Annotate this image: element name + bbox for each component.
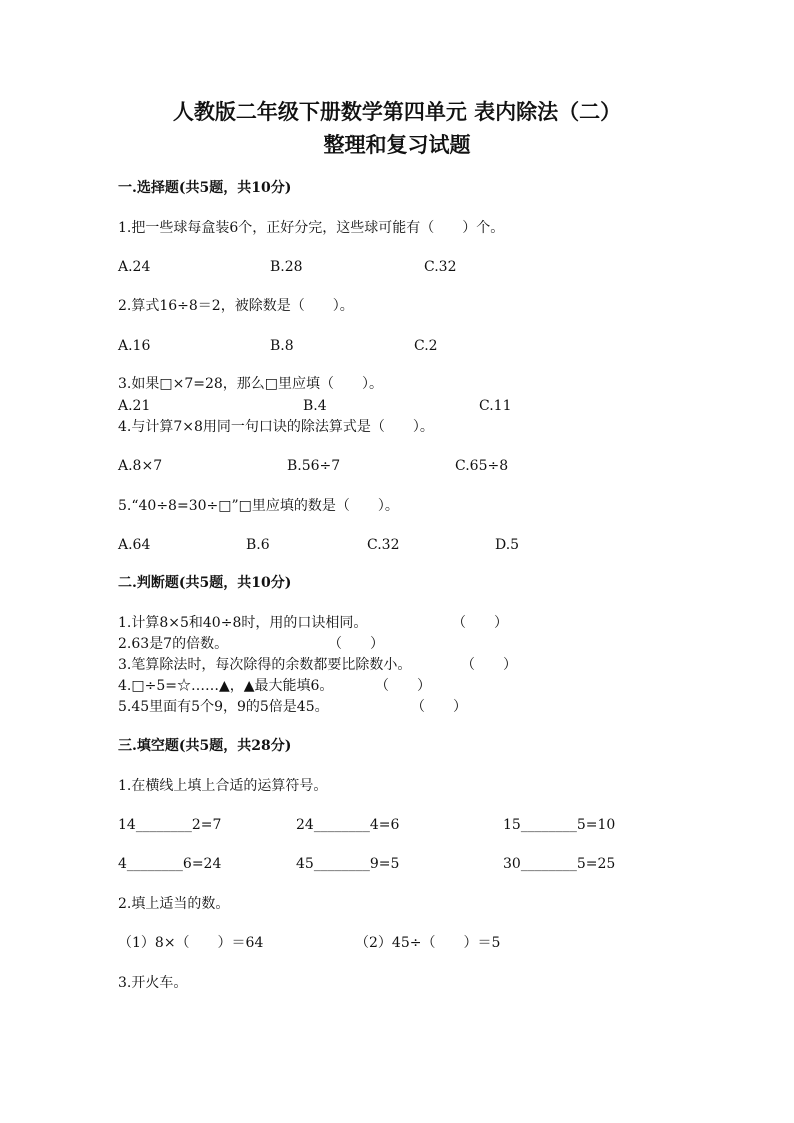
answer-blank: （ ）	[375, 678, 431, 694]
option-b: B.6	[246, 537, 270, 553]
option-b: B.4	[303, 398, 327, 414]
question-text: 2.填上适当的数。	[118, 896, 230, 912]
fill-part-1: （1）8×（ ）＝64	[118, 935, 264, 951]
fill-expression: 14________2=7	[118, 817, 222, 833]
fill-expression: 45________9=5	[296, 856, 400, 872]
judgement-item: 4.□÷5=☆……▲，▲最大能填6。	[118, 678, 334, 694]
page-subtitle: 整理和复习试题	[323, 132, 471, 157]
fill-part-2: （2）45÷（ ）＝5	[355, 935, 501, 951]
option-b: B.8	[270, 338, 294, 354]
answer-blank: （ ）	[452, 615, 508, 631]
fill-expression: 30________5=25	[503, 856, 616, 872]
fill-expression: 24________4=6	[296, 817, 400, 833]
option-a: A.8×7	[118, 458, 163, 474]
question-text: 1.把一些球每盒装6个，正好分完，这些球可能有（ ）个。	[118, 220, 505, 236]
option-a: A.21	[118, 398, 151, 414]
option-a: A.16	[118, 338, 151, 354]
answer-blank: （ ）	[461, 657, 517, 673]
judgement-item: 3.笔算除法时，每次除得的余数都要比除数小。	[118, 657, 412, 673]
option-c: C.65÷8	[455, 458, 509, 474]
section-heading-choice: 一.选择题(共5题，共10分)	[118, 180, 292, 196]
option-d: D.5	[495, 537, 520, 553]
option-c: C.32	[424, 259, 457, 275]
question-text: 2.算式16÷8＝2，被除数是（ ）。	[118, 298, 354, 314]
option-b: B.28	[270, 259, 303, 275]
judgement-item: 5.45里面有5个9，9的5倍是45。	[118, 699, 329, 715]
question-text: 5.“40÷8=30÷□”□里应填的数是（ ）。	[118, 498, 399, 514]
question-text: 3.如果□×7=28，那么□里应填（ ）。	[118, 376, 383, 392]
answer-blank: （ ）	[328, 636, 384, 652]
judgement-item: 1.计算8×5和40÷8时，用的口诀相同。	[118, 615, 368, 631]
fill-expression: 4________6=24	[118, 856, 222, 872]
answer-blank: （ ）	[411, 699, 467, 715]
question-text: 3.开火车。	[118, 975, 188, 991]
option-c: C.2	[414, 338, 438, 354]
question-text: 4.与计算7×8用同一句口诀的除法算式是（ ）。	[118, 419, 434, 435]
fill-expression: 15________5=10	[503, 817, 616, 833]
question-text: 1.在横线上填上合适的运算符号。	[118, 778, 328, 794]
section-heading-judgement: 二.判断题(共5题，共10分)	[118, 575, 292, 591]
option-a: A.64	[118, 537, 151, 553]
option-c: C.11	[479, 398, 512, 414]
section-heading-fill: 三.填空题(共5题，共28分)	[118, 738, 292, 754]
option-a: A.24	[118, 259, 151, 275]
option-b: B.56÷7	[287, 458, 341, 474]
option-c: C.32	[367, 537, 400, 553]
page-title: 人教版二年级下册数学第四单元 表内除法（二）	[172, 99, 622, 124]
judgement-item: 2.63是7的倍数。	[118, 636, 229, 652]
